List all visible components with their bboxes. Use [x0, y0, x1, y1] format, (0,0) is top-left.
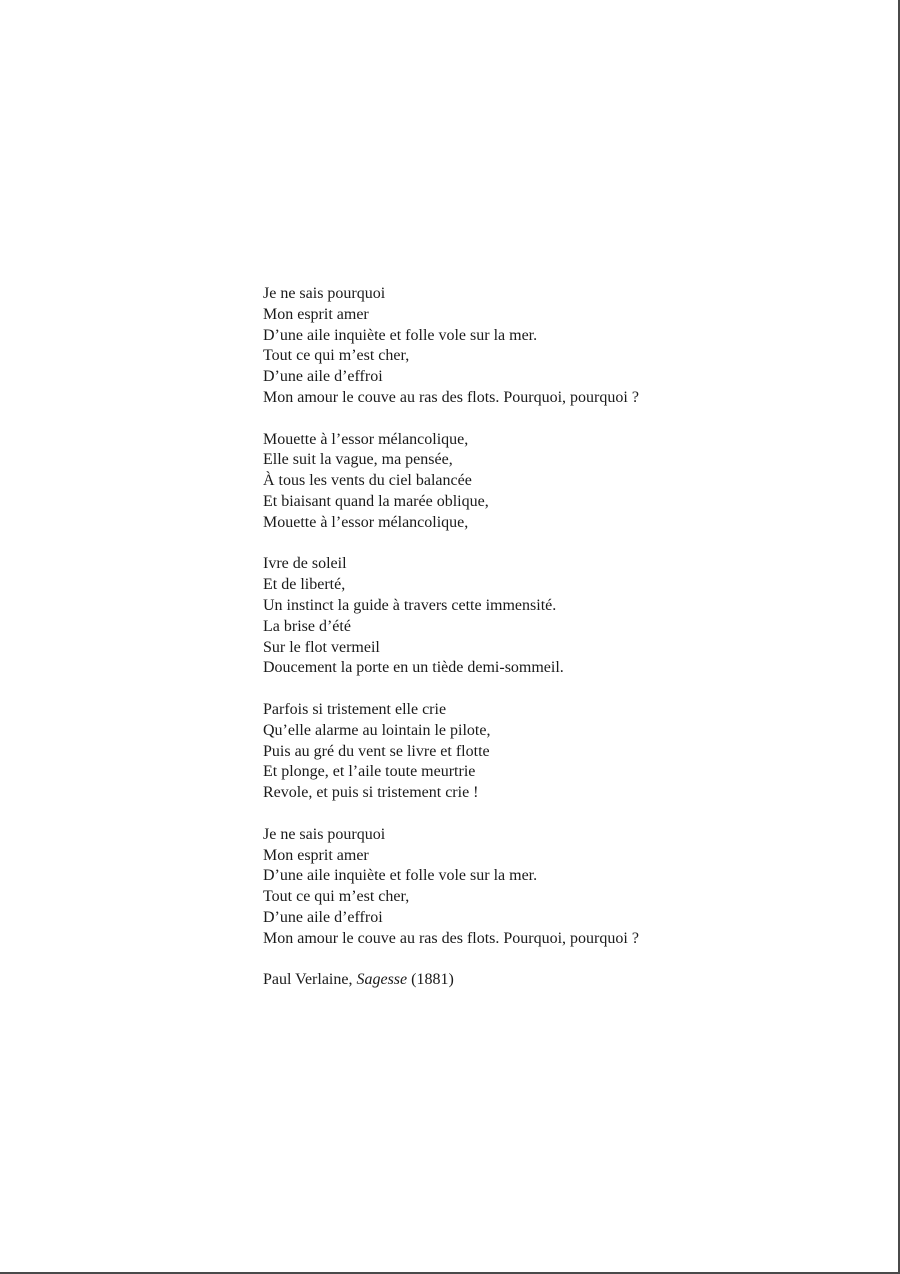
poem-line: Parfois si tristement elle crie — [263, 700, 447, 718]
stanza — [263, 430, 863, 534]
poem-stanzas — [263, 284, 863, 950]
poem — [263, 284, 863, 991]
poem-line: Doucement la porte en un tiède demi-sommeil. — [263, 659, 564, 677]
poem-line: Je ne sais pourquoi — [263, 825, 386, 843]
poem-line: Mon amour le couve au ras des flots. Pourquoi, pourquoi ? — [263, 929, 639, 947]
poem-line: Et plonge, et l’aile toute meurtrie — [263, 763, 476, 781]
poem-line: Je ne sais pourquoi — [263, 285, 386, 302]
stanza — [263, 284, 863, 409]
poem-line: D’une aile inquiète et folle vole sur la mer. — [263, 326, 538, 344]
poem-line: À tous les vents du ciel balancée — [263, 472, 472, 490]
attribution-year: (1881) — [407, 971, 454, 989]
poem-line: D’une aile inquiète et folle vole sur la mer. — [263, 867, 538, 885]
poem-line: Et de liberté, — [263, 576, 346, 594]
attribution — [263, 970, 863, 991]
poem-line: Revole, et puis si tristement crie ! — [263, 784, 479, 802]
poem-line: Puis au gré du vent se livre et flotte — [263, 742, 490, 760]
poem-line: Elle suit la vague, ma pensée, — [263, 451, 453, 469]
poem-line: Ivre de soleil — [263, 555, 347, 573]
poem-line: D’une aile d’effroi — [263, 368, 383, 386]
poem-line: Mon esprit amer — [263, 305, 369, 323]
poem-line: Sur le flot vermeil — [263, 638, 380, 656]
stanza — [263, 700, 863, 804]
stanza — [263, 825, 863, 950]
poem-line: Tout ce qui m’est cher, — [263, 888, 410, 906]
poem-line: Qu’elle alarme au lointain le pilote, — [263, 721, 491, 739]
stanza — [263, 554, 863, 679]
poem-line: Mouette à l’essor mélancolique, — [263, 513, 469, 531]
poem-line: D’une aile d’effroi — [263, 908, 383, 926]
poem-line: Tout ce qui m’est cher, — [263, 347, 410, 365]
poem-line: Mouette à l’essor mélancolique, — [263, 430, 469, 448]
attribution-author: Paul Verlaine, — [263, 971, 357, 989]
poem-line: Mon esprit amer — [263, 846, 369, 864]
poem-line: Mon amour le couve au ras des flots. Pourquoi, pourquoi ? — [263, 388, 639, 406]
attribution-work-title: Sagesse — [356, 971, 408, 989]
poem-line: Un instinct la guide à travers cette immensité. — [263, 596, 557, 614]
poem-line: La brise d’été — [263, 617, 351, 635]
poem-line: Et biaisant quand la marée oblique, — [263, 492, 489, 510]
